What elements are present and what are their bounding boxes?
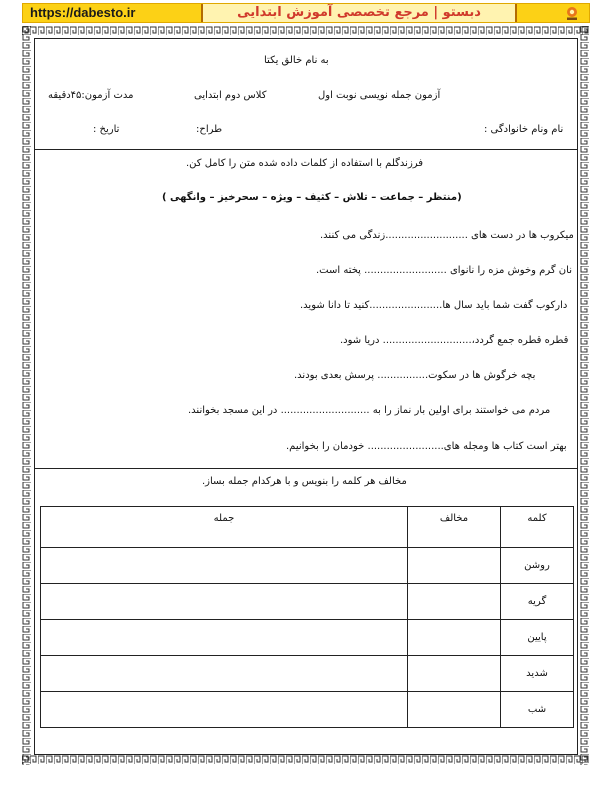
- sentence-2: نان گرم وخوش مزه را نانوای .......................... پخته است.: [316, 265, 572, 276]
- word-cell: روشن: [501, 548, 574, 584]
- date-label: تاریخ :: [93, 124, 120, 135]
- site-url-link[interactable]: https://dabesto.ir: [30, 5, 136, 20]
- designer-label: طراح:: [196, 124, 223, 135]
- antonym-answer-cell[interactable]: [408, 692, 501, 728]
- header-word: کلمه: [501, 507, 574, 548]
- table-row: [41, 584, 574, 620]
- site-banner: [22, 3, 590, 23]
- class-label: کلاس دوم ابتدایی: [194, 90, 267, 101]
- section-divider: [34, 149, 578, 150]
- student-name-label: نام ونام خانوادگی :: [484, 124, 564, 135]
- sentence-answer-cell[interactable]: [41, 656, 408, 692]
- sentence-5: بچه خرگوش ها در سکوت................ پرسش بعدی بودند.: [294, 370, 536, 381]
- sentence-answer-cell[interactable]: [41, 548, 408, 584]
- table-row: [41, 692, 574, 728]
- word-cell: گریه: [501, 584, 574, 620]
- table-row: [41, 548, 574, 584]
- antonym-answer-cell[interactable]: [408, 548, 501, 584]
- antonym-answer-cell[interactable]: [408, 656, 501, 692]
- decorative-border-left: [22, 26, 32, 765]
- sentence-6: مردم می خواستند برای اولین بار نماز را به ............................ در این مسجد بخوانند.: [188, 405, 551, 416]
- decorative-border-top: [22, 26, 590, 36]
- section-divider: [34, 468, 578, 469]
- sentence-answer-cell[interactable]: [41, 620, 408, 656]
- antonym-answer-cell[interactable]: [408, 584, 501, 620]
- table-row: [41, 620, 574, 656]
- word-cell: شدید: [501, 656, 574, 692]
- sentence-1: میکروب ها در دست های ..........................زندگی می کنند.: [320, 230, 574, 241]
- sentence-4: قطره قطره جمع گردد،............................ دریا شود.: [340, 335, 569, 346]
- decorative-border-bottom: [22, 755, 590, 765]
- site-brand-title: دبستو | مرجع تخصصی آموزش ابتدایی: [201, 4, 517, 22]
- exam-title: آزمون جمله نویسی نوبت اول: [318, 90, 441, 101]
- header-sentence: جمله: [41, 507, 408, 548]
- word-cell: شب: [501, 692, 574, 728]
- antonym-answer-cell[interactable]: [408, 620, 501, 656]
- word-cell: پایین: [501, 620, 574, 656]
- sentence-answer-cell[interactable]: [41, 692, 408, 728]
- table-row: [41, 656, 574, 692]
- sentence-3: دارکوب گفت شما باید سال ها.......................کنید تا دانا شوید.: [300, 300, 568, 311]
- header-antonym: مخالف: [408, 507, 501, 548]
- antonyms-table: [40, 506, 574, 728]
- sentence-7: بهتر است کتاب ها ومجله های........................ خودمان را بخوانیم.: [286, 441, 567, 452]
- exam-duration: مدت آزمون:۴۵دقیقه: [48, 90, 134, 101]
- word-bank: (منتظر – جماعت – تلاش – کثیف – ویژه – سحرخیز – وانگهی ): [162, 192, 462, 203]
- section2-instruction: مخالف هر کلمه را بنویس و با هرکدام جمله بساز.: [202, 476, 407, 487]
- basmala-heading: به نام خالق یکتا: [264, 55, 329, 66]
- sentence-answer-cell[interactable]: [41, 584, 408, 620]
- dabesto-logo-icon: [563, 5, 581, 21]
- decorative-border-right: [580, 26, 590, 765]
- table-header-row: [41, 507, 574, 548]
- section1-instruction: فرزندگلم با استفاده از کلمات داده شده متن را کامل کن.: [186, 158, 424, 169]
